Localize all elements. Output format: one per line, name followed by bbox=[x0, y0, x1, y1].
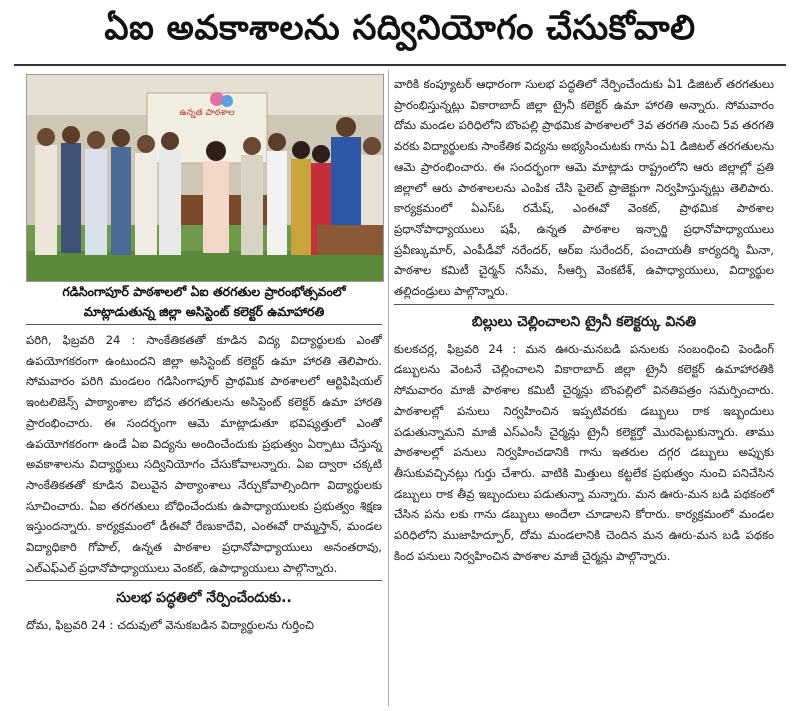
photo-caption bbox=[26, 282, 382, 325]
story3-subhead: బిల్లులు చెల్లించాలని ట్రైనీ కలెక్టర్కు వినతి bbox=[471, 313, 697, 330]
news-photo bbox=[26, 74, 384, 282]
story3-paragraph: కులకచర్ల, ఫిబ్రవరి 24 : మన ఊరు-మనబడి పనులకు సంబంధించి పెండింగ్ డబ్బులను వెంటనే చెల్లించాలని వికారాబాద్ జిల్లా ట్రైనీ కలెక్టర్ ఉమాహారతికి సోమవారం మాజీ పాఠశాల కమిటీ చైర్మన్లు బొంపల్లిలో వినతిపత్రం సమర్పించారు. పాఠశాలల్లో పనులు నిర్వహించిన ఇప్పటివరకు డబ్బులు రాక ఇబ్బందులు పడుతున్నామని మాజీ ఎస్ఎంసీ చైర్మన్లు ట్రైనీ కలెక్టర్తో మొరపెట్టుకున్నారు. తాము పాఠశాలల్లో పనులు నిర్వహించడానికి గాను ఇతరుల దగ్గర డబ్బులు అప్పుకు తీసుకువచ్చినట్లు గుర్తు చేశారు. వాటికి మిత్తులు కట్టలేక ప్రభుత్వం నుంచి పనిచేసిన డబ్బులు రాక తీవ్ర ఇబ్బందులు పడుతున్నా మన్నారు. మన ఊరు-మన బడి పథకంలో చేసిన పను లకు గాను డబ్బులు అందేలా చూడాలని కోరారు. కార్యక్రమంలో మండల పరిధిలోని ముజాహిద్పూర్, దోమ మండలానికి చెందిన మన ఊరు-మన బడి పథకం కింద పనులు నిర్వహించిన పాఠశాల మాజీ చైర్మన్లు పాల్గొన్నారు. bbox=[394, 341, 774, 563]
right-column bbox=[394, 74, 774, 566]
banner-text: ఉన్నత పాఠశాల bbox=[179, 108, 235, 118]
story-divider bbox=[394, 304, 774, 305]
story2-subhead: సులభ పద్ధతిలో నేర్పించేందుకు.. bbox=[116, 590, 292, 607]
story2-paragraph-cont: వారికి కంప్యూటర్ ఆధారంగా సులభ పద్ధతిలో నేర్పించేందుకు ఏ1 డిజిటల్ తరగతులు ప్రారంభిస్తున్నట్లు వికారాబాద్ జిల్లా ట్రైనీ కలెక్టర్ ఉమా హారతి అన్నారు. సోమవారం దోమ మండల పరిధిలోని బొంపల్లి ప్రాథమిక పాఠశాలలో 3వ తరగతి నుంచి 5వ తరగతి వరకు విద్యార్థులకు సాంకేతిక విద్యను అభ్యసించుటకు గాను ఏ1 డిజిటల్ తరగతులను ఆమె ప్రారంభించారు. ఈ సందర్భంగా ఆమె మాట్లాడు రాష్ట్రంలోని ఆరు జిల్లాల్లో ప్రతి జిల్లాలో ఆరు పాఠశాలలను ఎంపిక చేసి పైలెట్ ప్రాజెక్టుగా నిర్వహిస్తున్నట్లు తెలిపారు. కార్యక్రమంలో ఏఎస్ఓ రమేష్, ఎంఈవో వెంకట్, ప్రాథమిక పాఠశాల ప్రధానోపాధ్యాయులు షఫీ, ఉన్నత పాఠశాల ఇన్చార్జి ప్రధానోపాధ్యాయులు ప్రవీణ్కుమార్, ఎంపీడీవో నరేందర్, ఆర్ఐ సురేందర్, పంచాయతీ కార్యదర్శి మీనా, పాఠశాల కమిటీ చైర్మన్ నసీమ, సీఆర్పి వెంకటేశ్, ఉపాధ్యాయులు, విద్యార్థుల తల్లిదండ్రులు పాల్గొన్నారు. bbox=[394, 77, 774, 299]
photo-caption-line: మాట్లాడుతున్న జిల్లా అసిస్టెంట్ కలెక్టర్ ఉమాహారతి bbox=[83, 304, 325, 319]
column-divider bbox=[388, 70, 389, 706]
story1-paragraph: పరిగి, ఫిబ్రవరి 24 : సాంకేతికతతో కూడిన విద్య విద్యార్థులకు ఎంతో ఉపయోగకరంగా ఉంటుందని జిల్లా అసిస్టెంట్ కలెక్టర్ ఉమా హారతి తెలిపారు. సోమవారం పరిగి మండలం గడిసింగాపూర్ ప్రాథమిక పాఠశాలలో ఆర్టిఫిషియల్ ఇంటలిజెన్స్ పాఠ్యాంశాల బోధన తరగతులను అసిస్టెంట్ కలెక్టర్ ఉమా హారతి ప్రారంభించారు. ఈ సందర్భంగా ఆమె మాట్లాడుతూ భవిష్యత్తులో ఎంతో ఉపయోగకరంగా ఉండే ఏఐ విద్యను అందించేందుకు ప్రభుత్వం ఏర్పాటు చేస్తున్న అవకాశాలను విద్యార్థులు సద్వినియోగం చేసుకోవాలన్నారు. ఏఐ ద్వారా చక్కటి సాంకేతికతతో కూడిన విలువైన పాఠ్యాంశాలు నేర్చుకోవాల్సిందిగా విద్యార్థులకు సూచించారు. ఏఐ తరగతులు బోధించేందుకు ఉపాధ్యాయులకు ప్రభుత్వం శిక్షణ ఇస్తుందన్నారు. కార్యక్రమంలో డీఈవో రేణుకాదేవి, ఎంఈవో రామ్మస్తాన్, మండల విద్యాధికారి గోపాల్, ఉన్నత పాఠశాల ప్రధానోపాధ్యాయులు అనంతరావు, ఎల్ఎఫ్ఎల్ ప్రధానోపాధ్యాయులు వెంకట్, ఉపాధ్యాయులు పాల్గొన్నారు. bbox=[26, 333, 382, 575]
left-column bbox=[26, 330, 382, 636]
headline: ఏఐ అవకాశాలను సద్వినియోగం చేసుకోవాలి bbox=[104, 8, 696, 48]
story2-paragraph-start: దోమ, ఫిబ్రవరి 24 : చదువులో వెనుకబడిన విద్యార్థులను గుర్తించి bbox=[26, 618, 314, 633]
story-divider bbox=[26, 580, 382, 581]
headline-rule bbox=[14, 64, 786, 66]
photo-caption-line: గడిసింగాపూర్ పాఠశాలలో ఏఐ తరగతుల ప్రారంభోత్సవంలో bbox=[62, 284, 346, 299]
